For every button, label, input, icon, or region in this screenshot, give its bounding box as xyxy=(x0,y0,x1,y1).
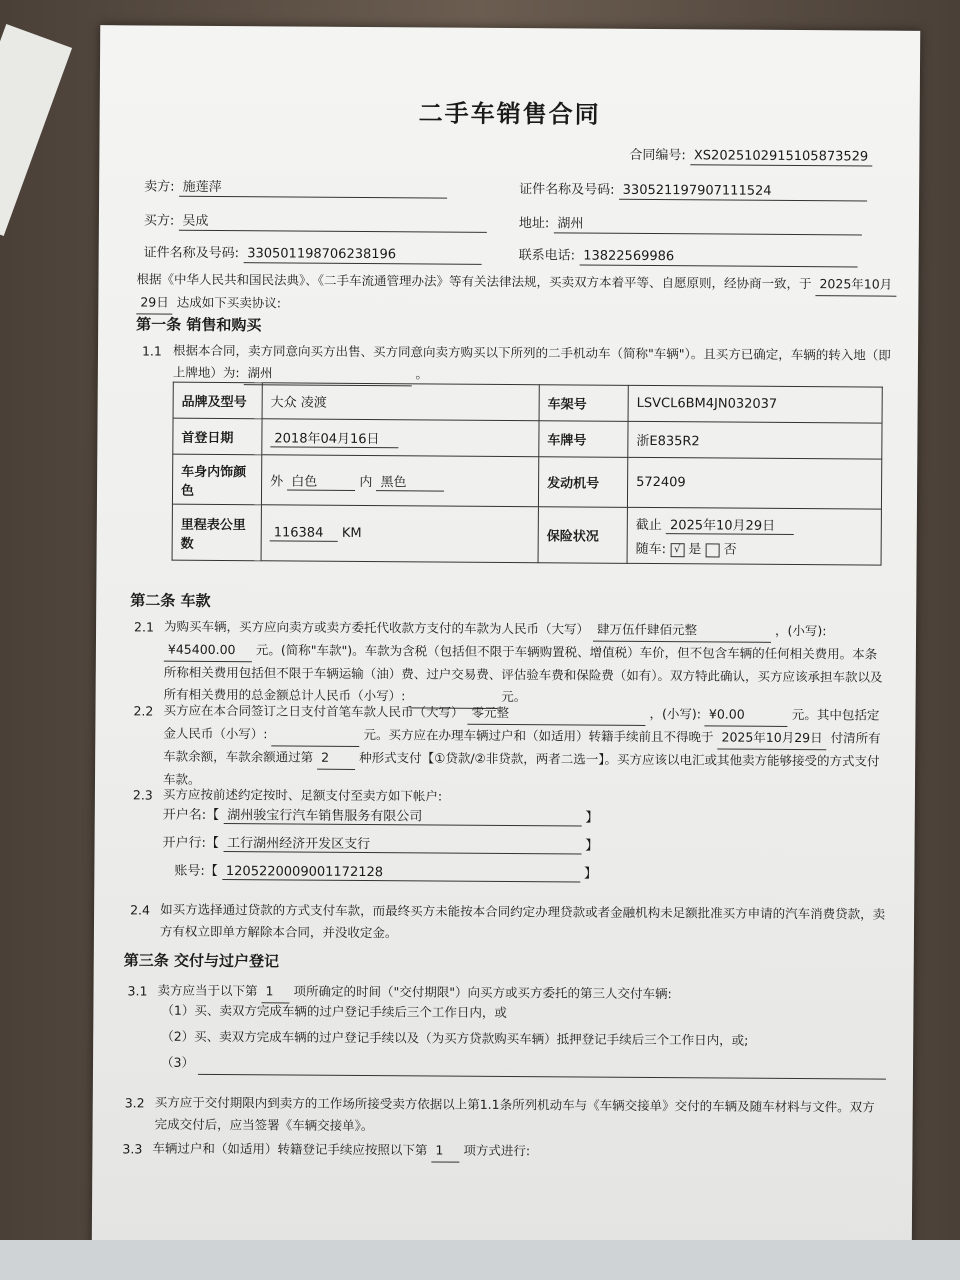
clause-2-1-number: 2.1 xyxy=(134,619,155,635)
bottom-sheet-edge xyxy=(0,1240,960,1280)
reg-date-value: 2018年04月16日 xyxy=(270,427,398,448)
plate-label: 车牌号 xyxy=(539,421,628,458)
vehicle-info-table xyxy=(172,382,883,566)
seller-id-field: 证件名称及号码: 330521197907111524 xyxy=(519,178,867,201)
follow-no-checkbox[interactable] xyxy=(705,543,719,557)
preamble: 根据《中华人民共和国民法典》、《二手车流通管理办法》等有关法律法规，买卖双方本着平等、自愿原则，经协商一致，于 2025年10月 29日 达成如下买卖协议: xyxy=(136,268,896,319)
mileage-value: 116384 xyxy=(270,525,338,541)
color-cell: 外 白色 内 黑色 xyxy=(261,455,538,507)
down-payment-uppercase: 零元整 xyxy=(467,702,645,726)
buyer-id: 330501198706238196 xyxy=(243,246,481,265)
buyer-phone-field: 联系电话: 13822569986 xyxy=(519,244,858,267)
clause-3-1: 卖方应当于以下第 1 项所确定的时间（"交付期限"）向买方或买方委托的第三人交付车辆: xyxy=(157,980,887,1008)
clause-3-1-number: 3.1 xyxy=(127,983,148,999)
total-price-number: ¥45400.00 xyxy=(164,639,252,663)
clause-2-2: 买方应在本合同签订之日支付首笔车款人民币（大写） 零元整 ，(小写): ¥0.00 元。其中包括定金人民币（小写）: 元。买方应在办理车辆过户和（如适用）转籍手续前且不得晚于 2025年10月29日 付清所有车款余额，车款余额通过第 2 种形式支付【①贷款/②非贷款，两者二选一】。买方应该以电汇或其他卖方能够接受的方式支付车款。 xyxy=(162,702,881,787)
buyer-name: 吴成 xyxy=(178,210,486,233)
clause-2-4: 如买方选择通过贷款的方式支付车款，而最终买方未能按本合同约定办理贷款或者金融机构未足额批准买方申请的汽车消费贷款，卖方有权立即单方解除本合同，并没收定金。 xyxy=(159,901,886,941)
color-label: 车身内饰颜色 xyxy=(172,454,261,505)
clause-2-1: 为购买车辆，买方应向卖方或卖方委托代收款方支付的车款为人民币（大写） 肆万伍仟肆佰元整 ，(小写): ¥45400.00 元。(简称"车款")。车款为含税（包括但不限于车辆购置税、增值税）车价，但不包含车辆的任何相关费用。本条所称相关费用包括但不限于车辆运输（油）费、过户交易费、评估验车费和保险费（如有）。双方特此确认，买方应该承担车款以及所有相关费用的总金额总计人民币（小写）: 元。 xyxy=(164,616,890,712)
brand-value: 大众 凌渡 xyxy=(262,383,539,421)
payment-method: 2 xyxy=(317,747,355,770)
clause-3-1-option-2: （2）买、卖双方完成车辆的过户登记手续以及（为买方贷款购买车辆）抵押登记手续后三个工作日内，或; xyxy=(161,1028,749,1048)
insurance-until: 2025年10月29日 xyxy=(666,514,794,535)
mileage-label: 里程表公里数 xyxy=(172,504,261,561)
insurance-cell: 截止 2025年10月29日 随车: √ 是 否 xyxy=(627,507,881,565)
bank-name: 工行湖州经济开发区支行 xyxy=(223,832,581,854)
clause-2-2-number: 2.2 xyxy=(133,703,154,719)
section-2-heading: 第二条 车款 xyxy=(130,591,211,610)
clause-3-3: 车辆过户和（如适用）转籍登记手续应按照以下第 1 项方式进行: xyxy=(152,1138,530,1164)
down-payment-number: ¥0.00 xyxy=(705,703,788,727)
account-number-row: 账号:【 1205220009001172128 】 xyxy=(174,863,598,882)
mileage-cell: 116384 KM xyxy=(261,505,538,563)
transfer-option: 1 xyxy=(431,1139,459,1162)
buyer-id-field: 证件名称及号码: 330501198706238196 xyxy=(144,241,482,264)
follow-yes-checkbox[interactable]: √ xyxy=(670,543,684,557)
buyer-field: 买方: 吴成 xyxy=(144,209,487,232)
account-name-row: 开户名:【 湖州骏宝行汽车销售服务有限公司 】 xyxy=(163,804,599,827)
interior-color: 黑色 xyxy=(376,471,444,491)
clause-3-2: 买方应于交付期限内到卖方的工作场所接受卖方依据以上第1.1条所列机动车与《车辆交接单》交付的车辆及随车材料与文件。双方完成交付后，应当签署《车辆交接单》。 xyxy=(154,1094,875,1134)
reg-date-cell xyxy=(262,419,539,457)
clause-3-1-option-3: （3） xyxy=(161,1052,886,1080)
reg-date-label: 首登日期 xyxy=(173,418,262,455)
adjacent-paper-corner xyxy=(0,24,72,236)
clause-1-1: 根据本合同，卖方同意向买方出售、买方同意向卖方购买以下所列的二手机动车（简称"车辆"）。且买方已确定，车辆的转入地（即上牌地）为: 湖州 。 xyxy=(173,340,893,390)
bank-row: 开户行:【 工行湖州经济开发区支行 】 xyxy=(163,832,599,855)
exterior-color: 白色 xyxy=(287,470,355,490)
engine-value: 572409 xyxy=(627,457,881,509)
plate-value: 浙E835R2 xyxy=(628,421,882,459)
account-number: 1205220009001172128 xyxy=(222,864,580,882)
registration-place: 湖州 xyxy=(243,362,411,386)
seller-name: 施莲萍 xyxy=(179,176,447,199)
seller-field: 卖方: 施莲萍 xyxy=(144,175,447,198)
contract-number: 合同编号: XS2025102915105873529 xyxy=(629,144,872,167)
option-3-blank xyxy=(198,1052,886,1080)
balance-due-date: 2025年10月29日 xyxy=(717,726,826,750)
clause-3-3-number: 3.3 xyxy=(122,1141,143,1157)
clause-2-4-number: 2.4 xyxy=(130,902,151,918)
brand-label: 品牌及型号 xyxy=(173,382,262,419)
vin-value: LSVCL6BM4JN032037 xyxy=(628,385,882,423)
contract-number-value: XS2025102915105873529 xyxy=(690,148,872,166)
clause-3-1-option-1: （1）买、卖双方完成车辆的过户登记手续后三个工作日内，或 xyxy=(161,1002,507,1021)
contract-title: 二手车销售合同 xyxy=(418,99,601,129)
clause-1-1-number: 1.1 xyxy=(141,343,162,359)
contract-page xyxy=(92,25,921,1256)
vin-label: 车架号 xyxy=(539,385,628,422)
buyer-address-field: 地址: 湖州 xyxy=(519,212,862,235)
clause-2-3: 买方应按前述约定按时、足额支付至卖方如下帐户: xyxy=(162,786,443,804)
buyer-address: 湖州 xyxy=(553,212,861,235)
section-1-heading: 第一条 销售和购买 xyxy=(136,315,262,335)
deposit-blank xyxy=(271,723,359,747)
delivery-option: 1 xyxy=(261,980,289,1003)
total-price-uppercase: 肆万伍仟肆佰元整 xyxy=(593,619,771,643)
insurance-label: 保险状况 xyxy=(538,507,627,564)
section-3-heading: 第三条 交付与过户登记 xyxy=(123,951,280,971)
engine-label: 发动机号 xyxy=(538,457,627,508)
seller-id: 330521197907111524 xyxy=(619,183,867,202)
clause-3-2-number: 3.2 xyxy=(124,1095,145,1111)
account-name: 湖州骏宝行汽车销售服务有限公司 xyxy=(223,804,581,826)
buyer-phone: 13822569986 xyxy=(579,249,857,268)
clause-2-3-number: 2.3 xyxy=(132,787,153,803)
